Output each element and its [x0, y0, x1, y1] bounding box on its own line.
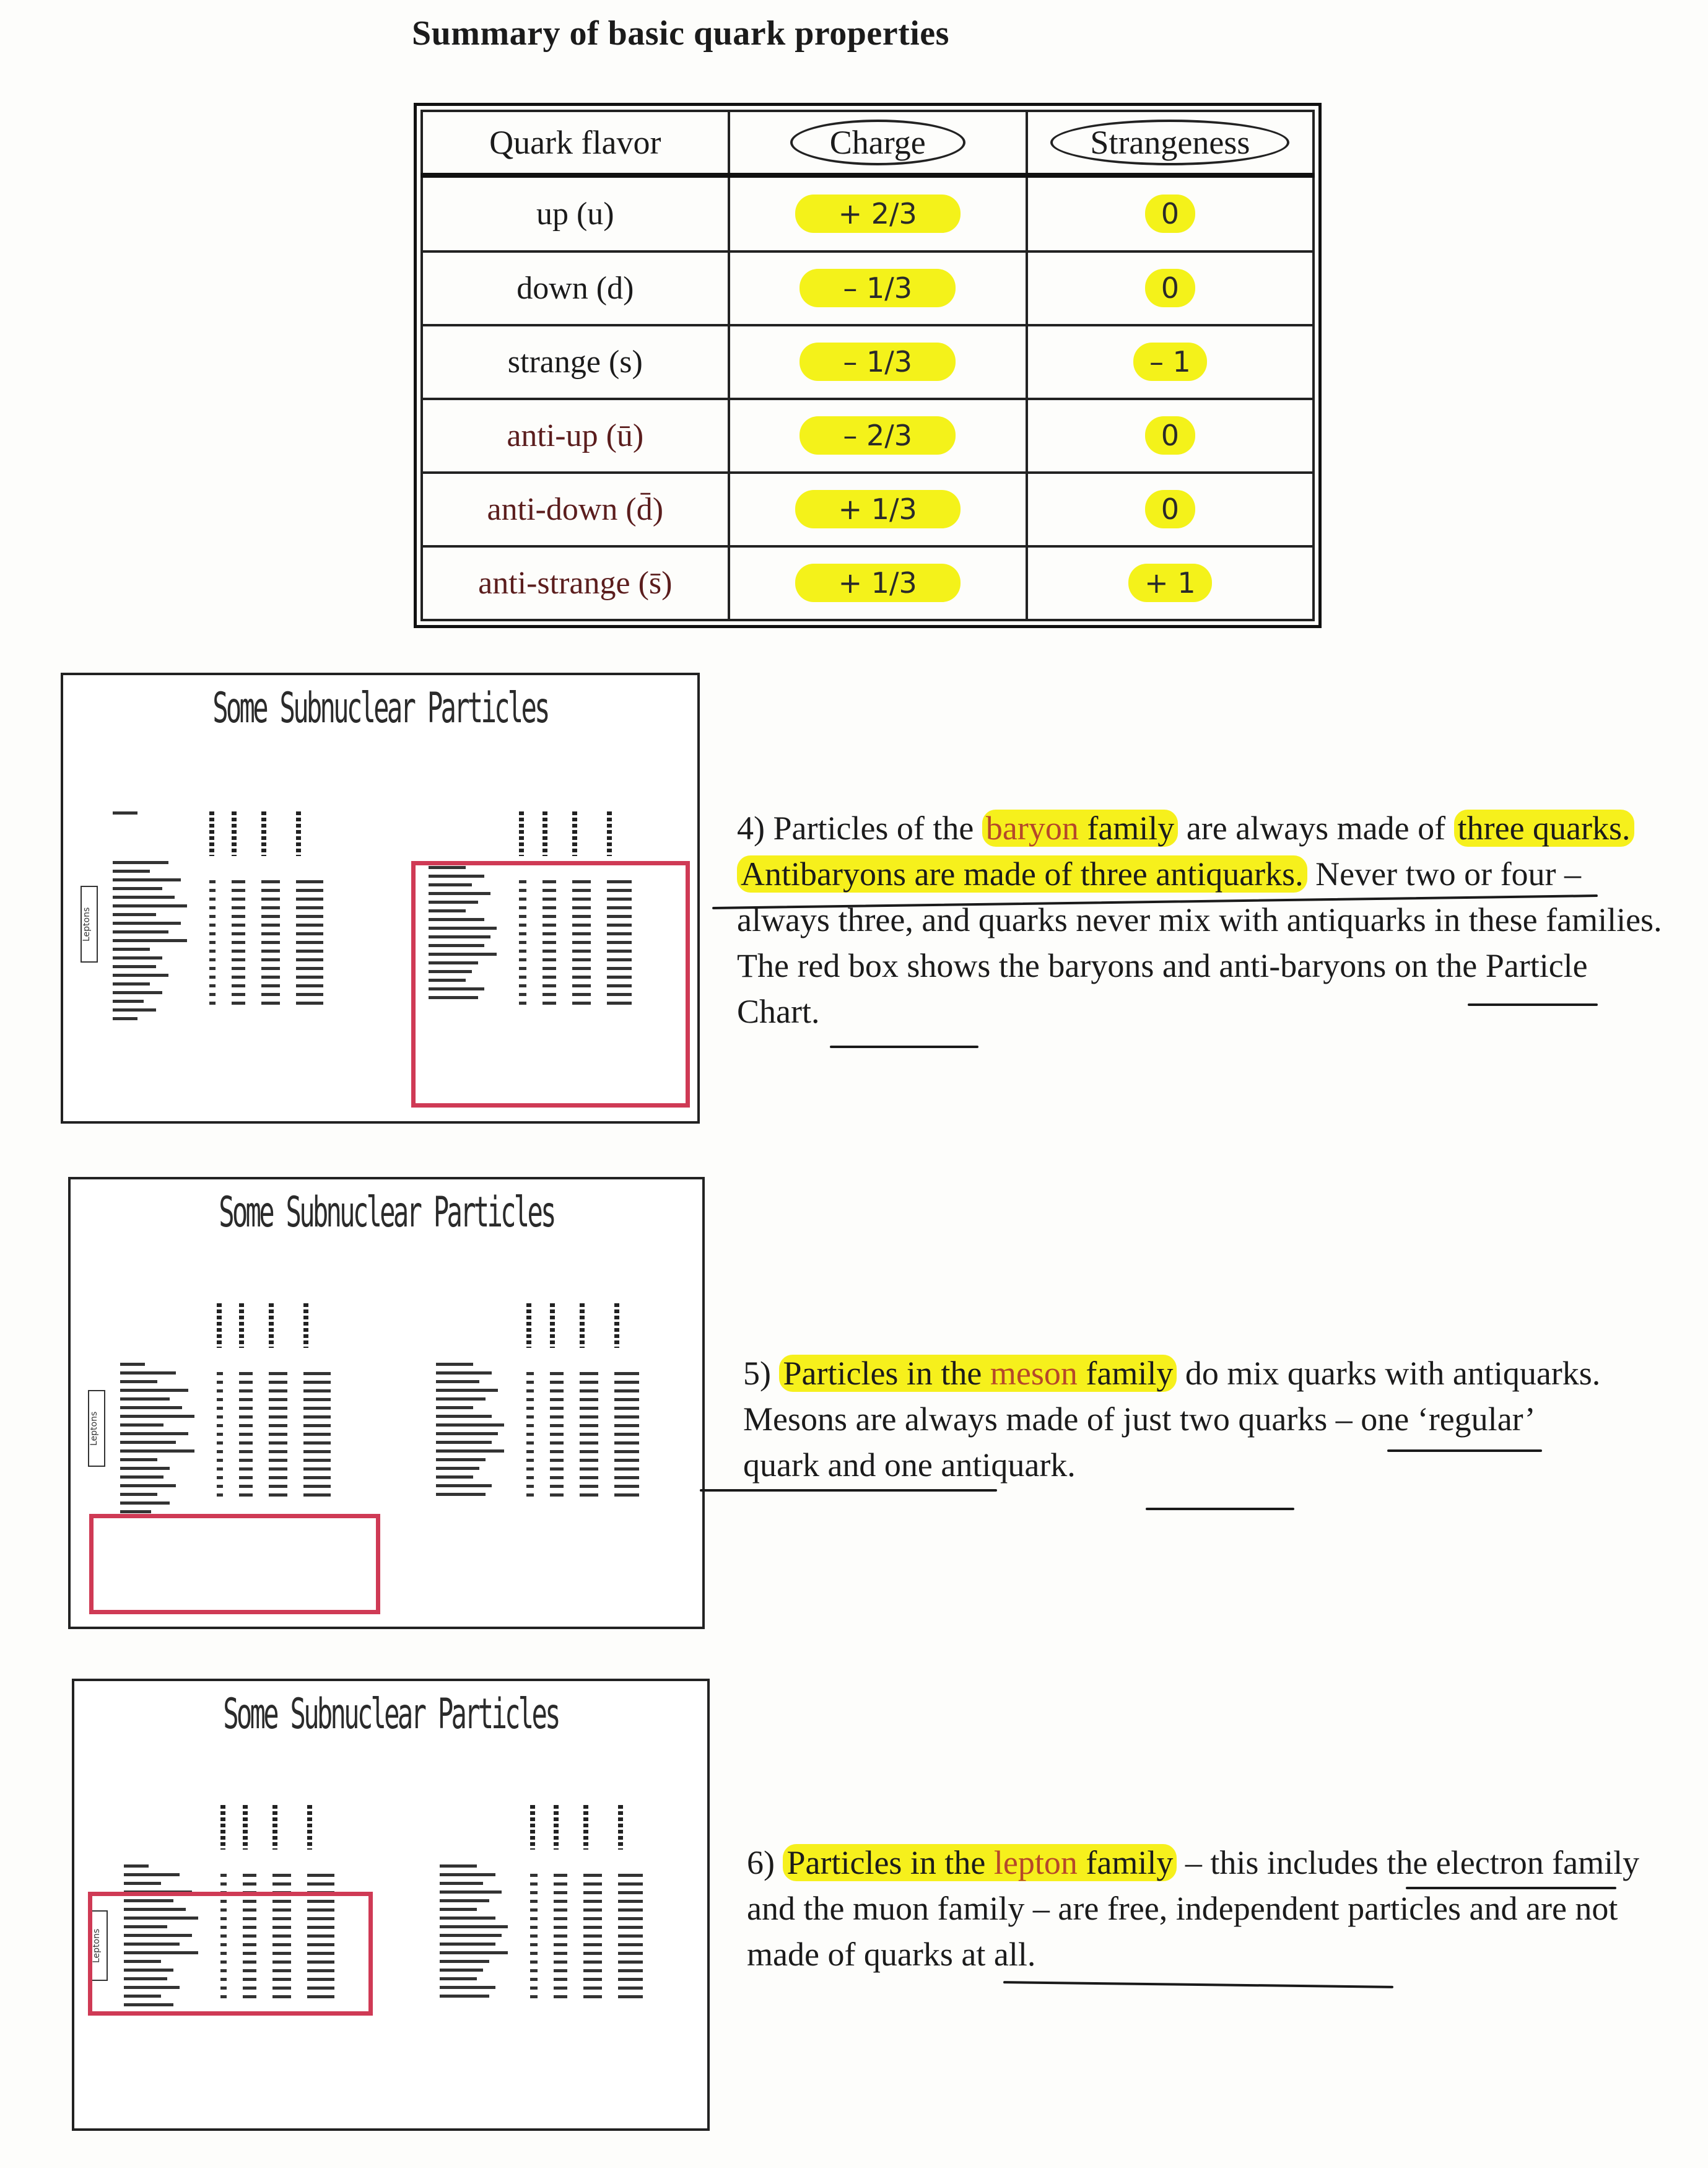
flavor-cell: up (u): [422, 175, 729, 251]
flavor-cell: strange (s): [422, 325, 729, 399]
page-title: Summary of basic quark properties: [412, 14, 949, 53]
charge-cell: + 1/3: [729, 473, 1027, 546]
table-row: [422, 473, 1314, 546]
charge-cell: – 1/3: [729, 325, 1027, 399]
meson-highlight-box: [89, 1514, 380, 1614]
chart-title: Some Subnuclear Particles: [219, 1188, 554, 1237]
paragraph-number: 4): [737, 810, 765, 847]
pen-underline: [1003, 1981, 1393, 1988]
strangeness-cell: 0: [1027, 473, 1314, 546]
flavor-cell: down (d): [422, 251, 729, 325]
lepton-highlight-box: [88, 1892, 373, 2016]
pen-underline: [1468, 1003, 1598, 1006]
text-span: – this includes the electron family and the muon family – are free, independent particles and are not made of quarks at all.: [747, 1844, 1640, 1973]
chart-right-columns: [440, 1805, 643, 1998]
chart-left-columns: [113, 811, 323, 1020]
table-row: [422, 175, 1314, 251]
table-row: [422, 251, 1314, 325]
table-row: [422, 399, 1314, 473]
charge-cell: + 2/3: [729, 175, 1027, 251]
header-charge: Charge: [729, 111, 1027, 175]
quark-properties-table: [414, 103, 1322, 628]
strangeness-cell: + 1: [1027, 546, 1314, 620]
highlighted-family: Particles in the meson family: [779, 1355, 1177, 1392]
lepton-tag: Leptons: [90, 1910, 108, 1981]
pen-underline: [1406, 1887, 1616, 1889]
highlighted-text: three quarks.: [1454, 810, 1634, 847]
text-span: do mix quarks with antiquarks. Mesons are always made of just two quarks – one ‘regular’ quark and one antiquark.: [743, 1355, 1601, 1484]
lepton-tag: Leptons: [81, 886, 98, 963]
text-span: Never two or four – always three, and quarks never mix with antiquarks in these families. The red box shows the baryons and anti-baryons on the Particle Chart.: [737, 855, 1662, 1030]
strangeness-cell: 0: [1027, 251, 1314, 325]
charge-cell: – 1/3: [729, 251, 1027, 325]
flavor-cell: anti-up (ū): [422, 399, 729, 473]
highlighted-family: baryon family: [982, 810, 1178, 847]
highlighted-text: Antibaryons are made of three antiquarks.: [737, 855, 1307, 893]
particle-chart-leptons: [72, 1679, 710, 2131]
chart-title: Some Subnuclear Particles: [212, 684, 548, 733]
pen-underline: [700, 1489, 997, 1492]
charge-cell: + 1/3: [729, 546, 1027, 620]
strangeness-cell: 0: [1027, 175, 1314, 251]
header-strangeness: Strangeness: [1027, 111, 1314, 175]
flavor-cell: anti-strange (s̄): [422, 546, 729, 620]
pen-underline: [1146, 1508, 1294, 1510]
flavor-cell: anti-down (d̄): [422, 473, 729, 546]
chart-left-columns: [120, 1303, 331, 1513]
particle-chart-baryons: [61, 673, 700, 1124]
charge-cell: – 2/3: [729, 399, 1027, 473]
strangeness-cell: 0: [1027, 399, 1314, 473]
paragraph-number: 5): [743, 1355, 771, 1392]
chart-right-columns: [436, 1303, 639, 1497]
text-span: Particles of the: [773, 810, 974, 847]
text-span: are always made of: [1186, 810, 1446, 847]
header-quark-flavor: Quark flavor: [422, 111, 729, 175]
paragraph-mesons: [743, 1350, 1604, 1488]
table-row: [422, 546, 1314, 620]
strangeness-cell: – 1: [1027, 325, 1314, 399]
paragraph-baryons: [737, 805, 1666, 1034]
highlighted-family: Particles in the lepton family: [783, 1844, 1177, 1881]
paragraph-leptons: [747, 1840, 1651, 1977]
pen-underline: [1387, 1449, 1542, 1452]
particle-chart-mesons: [68, 1177, 705, 1629]
table-row: [422, 325, 1314, 399]
lepton-tag: Leptons: [88, 1390, 105, 1467]
paragraph-number: 6): [747, 1844, 775, 1881]
pen-underline: [830, 1046, 978, 1048]
baryon-highlight-box: [411, 861, 690, 1108]
chart-title: Some Subnuclear Particles: [223, 1690, 559, 1739]
